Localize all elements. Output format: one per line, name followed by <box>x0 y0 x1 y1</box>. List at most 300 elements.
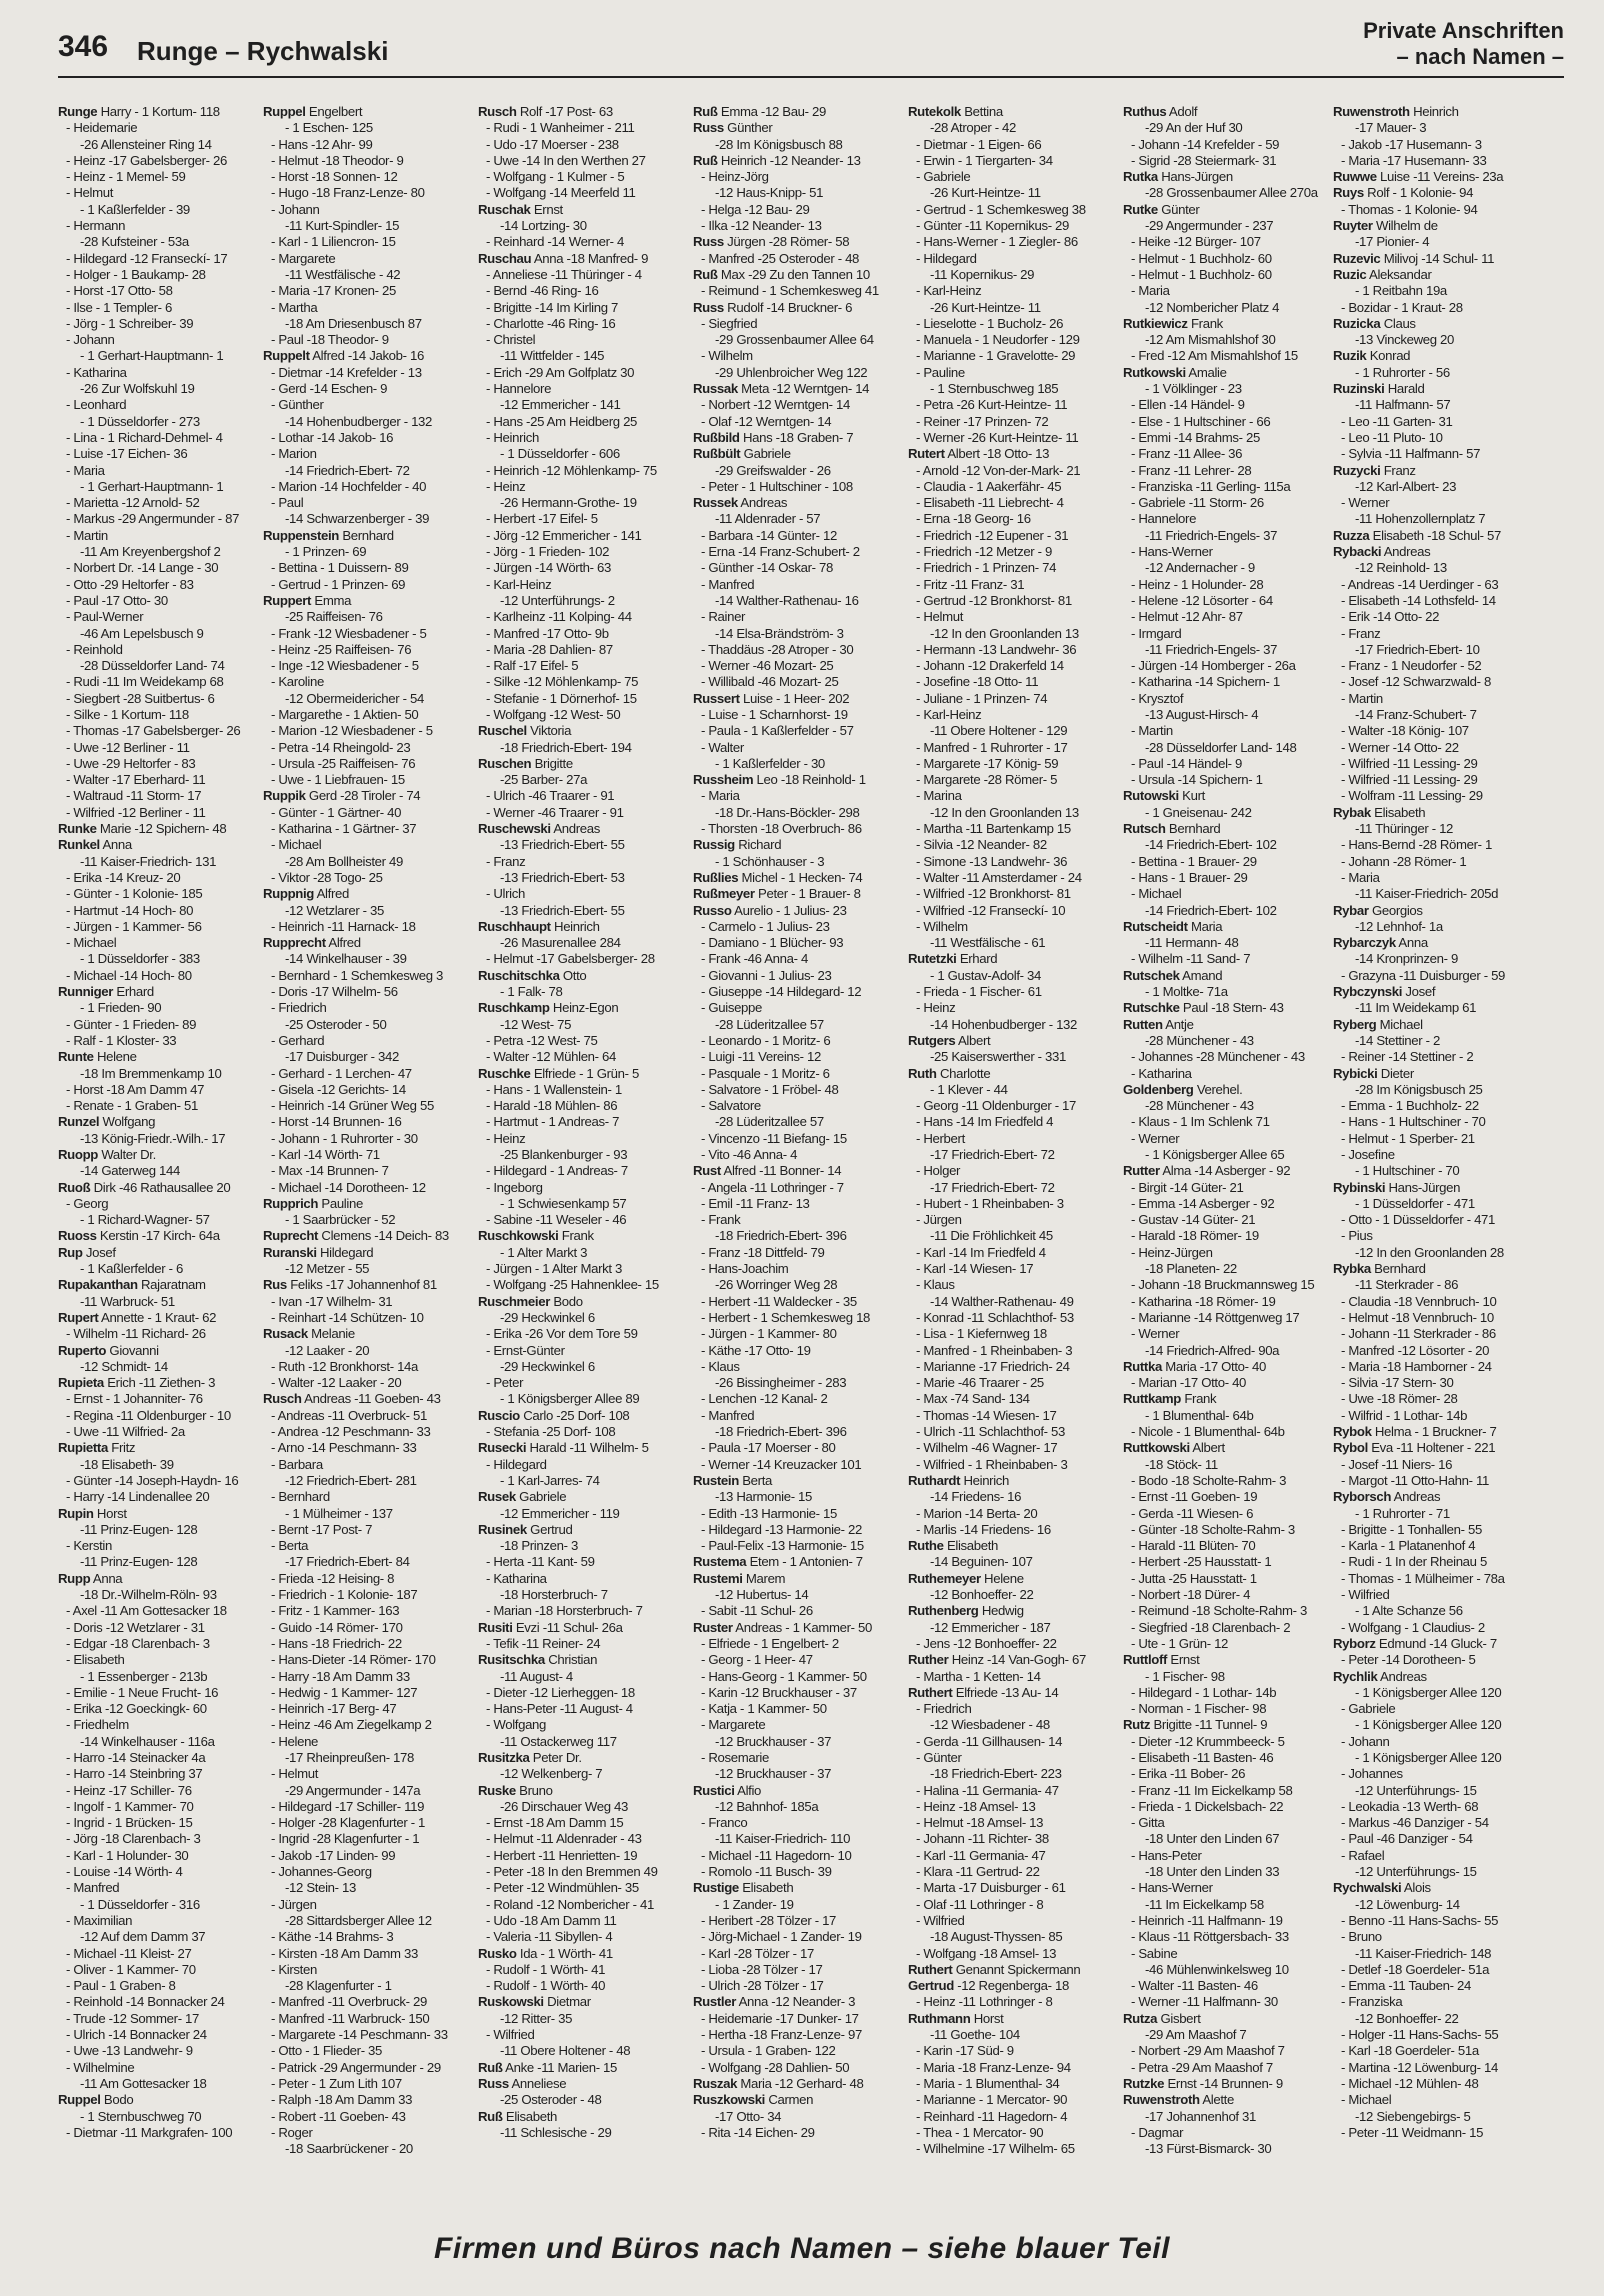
directory-entry-line: -18 Am Driesenbusch 87 <box>285 315 422 331</box>
directory-entry-line: - Uwe -11 Wilfried- 2a <box>66 1424 185 1440</box>
directory-entry-line: - Franz <box>1341 625 1381 641</box>
directory-entry-line: Runge Harry - 1 Kortum- 118 <box>58 104 220 119</box>
directory-entry-line: - Holger -11 Hans-Sachs- 55 <box>1341 2027 1499 2043</box>
surname: Ruschkowski <box>478 1228 559 1244</box>
surname: Rußlies <box>693 869 739 885</box>
directory-entry-line: - Pasquale - 1 Moritz- 6 <box>701 1065 830 1081</box>
directory-entry-line: - Georg <box>66 1195 109 1211</box>
directory-entry-line: - Wolfgang -28 Dahlien- 50 <box>701 2059 850 2075</box>
directory-entry-line: - Herbert -11 Waldecker - 35 <box>701 1293 857 1309</box>
directory-entry-line: - Hildegard -17 Schiller- 119 <box>271 1798 425 1814</box>
directory-entry-line: - Walter -11 Amsterdamer - 24 <box>916 869 1082 885</box>
surname: Ruschhaupt <box>478 918 551 934</box>
directory-entry-line: -11 Prinz-Eugen- 128 <box>80 1521 198 1537</box>
directory-entry-line: -28 Am Bollheister 49 <box>285 853 403 869</box>
directory-entry-line: - Helmut -18 Theodor- 9 <box>271 152 404 168</box>
directory-entry-line: - Emma -14 Asberger - 92 <box>1131 1195 1275 1211</box>
directory-entry-line: -11 Friedrich-Engels- 37 <box>1145 527 1278 543</box>
directory-entry-line: Ruprecht Clemens -14 Deich- 83 <box>263 1228 449 1244</box>
surname: Rychlik <box>1333 1668 1378 1684</box>
directory-entry-line: - Maria <box>1131 283 1170 299</box>
directory-entry-line: - Günter - 1 Frieden- 89 <box>66 1016 197 1032</box>
directory-entry-line: - Heinrich -11 Halfmann- 19 <box>1131 1912 1283 1928</box>
directory-entry-line: - Norbert Dr. -14 Lange - 30 <box>66 560 219 576</box>
surname: Ruppnig <box>263 886 315 902</box>
directory-entry-line: - Hannelore <box>1131 511 1197 527</box>
directory-entry-line: - Otto -29 Heltorfer - 83 <box>66 576 194 592</box>
directory-entry-line: - Martin <box>1341 690 1383 706</box>
directory-entry-line: - Horst -18 Am Damm 47 <box>66 1081 205 1097</box>
directory-entry-line: - Gerhard - 1 Lerchen- 47 <box>271 1065 412 1081</box>
directory-entry-line: -13 König-Friedr.-Wilh.- 17 <box>80 1130 226 1146</box>
directory-entry-line: - Guiseppe <box>701 1000 763 1016</box>
directory-entry-line: - 1 Kaßlerfelder - 39 <box>80 201 190 217</box>
directory-entry-line: -14 Schwarzenberger - 39 <box>285 511 430 527</box>
directory-entry-line: - Lenchen -12 Kanal- 2 <box>701 1391 828 1407</box>
directory-entry-line: Ruschitschka Otto <box>478 967 587 983</box>
directory-entry-line: - Hans - 1 Brauer- 29 <box>1131 869 1248 885</box>
directory-entry-line: - Andreas -14 Uerdinger - 63 <box>1341 576 1499 592</box>
directory-entry-line: - Ralf - 1 Kloster- 33 <box>66 1032 177 1048</box>
directory-entry-line: - Ursula -14 Spichern- 1 <box>1131 772 1263 788</box>
directory-entry-line: - Hans - 1 Hultschiner - 70 <box>1341 1114 1486 1130</box>
directory-entry-line: - Marian -18 Horsterbruch- 7 <box>486 1603 643 1619</box>
directory-entry-line: - Pauline <box>916 364 965 380</box>
directory-entry-line: -28 Im Königsbusch 88 <box>715 136 843 152</box>
directory-entry-line: - Dietmar -14 Krefelder - 13 <box>271 364 422 380</box>
directory-entry-line: - Hans-Dieter -14 Römer- 170 <box>271 1652 436 1668</box>
directory-entry-line: - Lisa - 1 Kiefernweg 18 <box>916 1326 1047 1342</box>
directory-entry-line: - Marianne - 1 Gravelotte- 29 <box>916 348 1076 364</box>
directory-entry-line: - Heinz <box>486 478 526 494</box>
directory-entry-line: Ruoß Dirk -46 Rathausallee 20 <box>58 1179 231 1195</box>
surname: Rutz <box>1123 1717 1151 1733</box>
directory-entry-line: - Franz -11 Allee- 36 <box>1131 446 1243 462</box>
directory-entry-line: -18 Prinzen- 3 <box>500 1538 578 1554</box>
directory-entry-line: -46 Mühlenwinkelsweg 10 <box>1145 1961 1289 1977</box>
directory-entry-line: -12 Karl-Albert- 23 <box>1355 478 1457 494</box>
directory-entry-line: - Karla - 1 Platanenhof 4 <box>1341 1538 1476 1554</box>
directory-entry-line: - Martha -11 Bartenkamp 15 <box>916 821 1071 837</box>
surname: Rychwalski <box>1333 1880 1402 1896</box>
directory-entry-line: - Friedrich -12 Eupener - 31 <box>916 527 1069 543</box>
directory-entry-line: - Ingrid -28 Klagenfurter - 1 <box>271 1831 420 1847</box>
directory-entry-line: - Leo -11 Pluto- 10 <box>1341 429 1443 445</box>
directory-entry-line: -13 Harmonie- 15 <box>715 1489 813 1505</box>
directory-entry-line: - Harald -11 Blüten- 70 <box>1131 1538 1256 1554</box>
directory-entry-line: - Salvatore <box>701 1098 761 1114</box>
directory-entry-line: - Hans -18 Friedrich- 22 <box>271 1635 402 1651</box>
directory-entry-line: -18 Friedrich-Ebert- 223 <box>930 1766 1062 1782</box>
surname: Rutka <box>1123 169 1158 185</box>
directory-entry-line: - 1 Königsberger Allee 120 <box>1355 1684 1502 1700</box>
directory-entry-line: - Hubert - 1 Rheinbaben- 3 <box>916 1195 1064 1211</box>
directory-entry-line: - Karl-Heinz <box>486 576 552 592</box>
directory-entry-line: - Bernhard - 1 Schemkesweg 3 <box>271 967 443 983</box>
directory-entry-line: Rusinek Gertrud <box>478 1521 573 1537</box>
directory-entry-line: - Reinhard -14 Werner- 4 <box>486 234 624 250</box>
directory-entry-line: - Johann -11 Sterkrader - 86 <box>1341 1326 1496 1342</box>
directory-entry-line: - Bernt -17 Post- 7 <box>271 1521 373 1537</box>
directory-entry-line: - Detlef -18 Goerdeler- 51a <box>1341 1961 1490 1977</box>
surname: Ruprecht <box>263 1228 319 1244</box>
directory-entry-line: - Wilhelm <box>916 918 968 934</box>
directory-entry-line: - Paul-Felix -13 Harmonie- 15 <box>701 1538 864 1554</box>
directory-entry-line: Ruppenstein Bernhard <box>263 527 394 543</box>
directory-entry-line: -11 Kopernikus- 29 <box>930 266 1035 282</box>
directory-entry-line: - Tefik -11 Reiner- 24 <box>486 1635 601 1651</box>
directory-entry-line: Ruthert Elfriede -13 Au- 14 <box>908 1684 1059 1700</box>
directory-entry-line: - 1 Hultschiner - 70 <box>1355 1163 1460 1179</box>
surname: Ruschkamp <box>478 1000 550 1016</box>
directory-entry-line: - Katja - 1 Kammer- 50 <box>701 1701 827 1717</box>
directory-entry-line: -17 Duisburger - 342 <box>285 1049 399 1065</box>
directory-entry-line: - Olaf -11 Lothringer - 8 <box>916 1896 1044 1912</box>
directory-entry-line: - Manfred -17 Otto- 9b <box>486 625 609 641</box>
directory-entry-line: Ruopp Walter Dr. <box>58 1147 156 1162</box>
directory-entry-line: - Karl -11 Germania- 47 <box>916 1847 1046 1863</box>
directory-entry-line: - Hans-Bernd -28 Römer- 1 <box>1341 837 1493 853</box>
directory-column <box>908 104 1123 2212</box>
directory-entry-line: -12 Metzer - 55 <box>285 1261 370 1277</box>
surname: Rybol <box>1333 1440 1368 1456</box>
directory-entry-line: Rychlik Andreas <box>1333 1668 1427 1684</box>
directory-entry-line: - Louise -14 Wörth- 4 <box>66 1864 183 1880</box>
directory-entry-line: -11 Schlesische - 29 <box>500 2124 612 2140</box>
surname: Russ <box>693 234 724 250</box>
directory-entry-line: -25 Raiffeisen- 76 <box>285 609 383 625</box>
directory-entry-line: Rybok Helma - 1 Bruckner- 7 <box>1333 1424 1497 1440</box>
directory-entry-line: Rusecki Harald -11 Wilhelm- 5 <box>478 1440 649 1456</box>
directory-entry-line: - Johannes -28 Münchener - 43 <box>1131 1049 1305 1065</box>
surname: Ruttkamp <box>1123 1391 1182 1407</box>
directory-entry-line: - Werner -14 Kreuzacker 101 <box>701 1456 862 1472</box>
directory-entry-line: - Erika -26 Vor dem Tore 59 <box>486 1326 638 1342</box>
directory-entry-line: -12 Reinhold- 13 <box>1355 560 1447 576</box>
directory-entry-line: - Fred -12 Am Mismahlshof 15 <box>1131 348 1298 364</box>
directory-entry-line: - Klaus - 1 Im Schlenk 71 <box>1131 1114 1270 1130</box>
directory-entry-line: -18 Unter den Linden 33 <box>1145 1864 1280 1880</box>
directory-entry-line: Rupprecht Alfred <box>263 935 361 951</box>
directory-entry-line: - Marianne - 1 Mercator- 90 <box>916 2092 1068 2108</box>
directory-entry-line: - Michael -11 Hagedorn- 10 <box>701 1847 852 1863</box>
directory-entry-line: Rußmeyer Peter - 1 Brauer- 8 <box>693 886 861 902</box>
directory-entry-line: - Helmut -17 Gabelsberger- 28 <box>486 951 655 967</box>
directory-entry-line: - 1 Karl-Jarres- 74 <box>500 1472 600 1488</box>
directory-entry-line: - Luigi -11 Vereins- 12 <box>701 1049 821 1065</box>
directory-entry-line: - Irmgard <box>1131 625 1182 641</box>
directory-entry-line: - Reinhold -14 Bonnacker 24 <box>66 1994 225 2010</box>
directory-entry-line: - 1 Alter Markt 3 <box>500 1244 588 1260</box>
surname: Rutowski <box>1123 788 1179 804</box>
directory-entry-line: -17 Mauer- 3 <box>1355 120 1427 136</box>
surname: Ruranski <box>263 1244 317 1260</box>
directory-entry-line: - Maria -18 Franz-Lenze- 94 <box>916 2059 1071 2075</box>
directory-entry-line: -11 August- 4 <box>500 1668 573 1684</box>
directory-entry-line: - Ernst-Günter <box>486 1342 565 1358</box>
surname: Russert <box>693 690 740 706</box>
surname: Rutzke <box>1123 2075 1165 2091</box>
directory-entry-line: - Gisela -12 Gerichts- 14 <box>271 1081 406 1097</box>
directory-entry-line: - Silvia -12 Neander- 82 <box>916 837 1047 853</box>
directory-entry-line: -26 Allensteiner Ring 14 <box>80 136 212 152</box>
directory-entry-line: Ruschmeier Bodo <box>478 1293 583 1309</box>
directory-entry-line: Ruttloff Ernst <box>1123 1652 1200 1668</box>
surname: Russ <box>693 299 724 315</box>
surname: Ruttkowski <box>1123 1440 1190 1456</box>
directory-entry-line: - Gerhard <box>271 1032 325 1048</box>
surname: Rutschek <box>1123 967 1180 983</box>
directory-entry-line: -25 Osteroder - 48 <box>500 2092 602 2108</box>
directory-entry-line: - Johann -18 Bruckmannsweg 15 <box>1131 1277 1315 1293</box>
directory-entry-line: - Silke - 1 Kortum- 118 <box>66 706 189 722</box>
directory-entry-line: -14 Beguinen- 107 <box>930 1554 1033 1570</box>
directory-entry-line: -14 Friedrich-Ebert- 102 <box>1145 902 1277 918</box>
directory-entry-line: Ruscio Carlo -25 Dorf- 108 <box>478 1407 630 1423</box>
directory-entry-line: - Wilhelm -46 Wagner- 17 <box>916 1440 1058 1456</box>
directory-entry-line: - Anneliese -11 Thüringer - 4 <box>486 266 642 282</box>
directory-entry-line: - Udo -18 Am Damm 11 <box>486 1912 617 1928</box>
directory-entry-line: - Werner -46 Traarer - 91 <box>486 804 624 820</box>
directory-entry-line: - 1 Prinzen- 69 <box>285 544 367 560</box>
directory-entry-line: - Wilfried <box>916 1912 965 1928</box>
surname: Rutkiewicz <box>1123 315 1188 331</box>
directory-entry-line: - Werner <box>1131 1130 1180 1146</box>
directory-entry-line: - Reinhold <box>66 641 123 657</box>
surname: Ruppelt <box>263 348 310 364</box>
directory-entry-line: Rutekolk Bettina <box>908 104 1003 119</box>
directory-entry-line: - Wolfgang -18 Amsel- 13 <box>916 1945 1057 1961</box>
directory-entry-line: Ruß Heinrich -12 Neander- 13 <box>693 152 861 168</box>
directory-entry-line: Ruzevic Milivoj -14 Schul- 11 <box>1333 250 1495 266</box>
directory-entry-line: - Hans - 1 Wallenstein- 1 <box>486 1081 622 1097</box>
directory-entry-line: - Josefine -18 Otto- 11 <box>916 674 1039 690</box>
surname: Rutetzki <box>908 951 957 967</box>
directory-entry-line: -11 Wittfelder - 145 <box>500 348 605 364</box>
surname: Russ <box>693 120 724 136</box>
directory-entry-line: - Herbert -11 Henrietten- 19 <box>486 1847 638 1863</box>
directory-entry-line: Russig Richard <box>693 837 782 853</box>
directory-entry-line: - Wilfried -12 Franseckí- 10 <box>916 902 1066 918</box>
directory-entry-line: - Hartmut - 1 Andreas- 7 <box>486 1114 620 1130</box>
directory-entry-line: -11 Kaiser-Friedrich- 148 <box>1355 1945 1492 1961</box>
directory-entry-line: - Rudolf - 1 Wörth- 40 <box>486 1978 606 1994</box>
directory-entry-line: - 1 Sternbuschweg 185 <box>930 381 1059 397</box>
directory-entry-line: -17 Friedrich-Ebert- 72 <box>930 1179 1055 1195</box>
directory-entry-line: Rutke Günter <box>1123 201 1200 217</box>
directory-entry-line: - Johann -14 Krefelder - 59 <box>1131 136 1280 152</box>
directory-entry-line: Rußlies Michel - 1 Hecken- 74 <box>693 869 863 885</box>
directory-entry-line: -11 Thüringer - 12 <box>1355 821 1454 837</box>
directory-entry-line: - Bettina - 1 Duissern- 89 <box>271 560 409 576</box>
directory-entry-line: Ruttka Maria -17 Otto- 40 <box>1123 1358 1266 1374</box>
directory-entry-line: - Friedrich - 1 Prinzen- 74 <box>916 560 1057 576</box>
directory-entry-line: - Jürgen -14 Homberger - 26a <box>1131 658 1296 674</box>
directory-entry-line: Ruskowski Dietmar <box>478 1994 591 2010</box>
directory-entry-line: - Gerda -11 Wiesen- 6 <box>1131 1505 1254 1521</box>
surname: Rupakanthan <box>58 1277 138 1293</box>
directory-entry-line: -17 Friedrich-Ebert- 72 <box>930 1147 1055 1162</box>
directory-entry-line: -25 Barber- 27a <box>500 772 588 788</box>
surname: Ruschewski <box>478 821 551 837</box>
directory-entry-line: - Elisabeth -14 Lothsfeld- 14 <box>1341 592 1496 608</box>
directory-entry-line: - Gertrud - 1 Schemkesweg 38 <box>916 201 1086 217</box>
directory-entry-line: Rusitzka Peter Dr. <box>478 1749 582 1765</box>
surname: Rustein <box>693 1472 739 1488</box>
directory-entry-line: Ruperto Giovanni <box>58 1342 159 1358</box>
directory-entry-line: Rustici Alfio <box>693 1782 762 1798</box>
directory-entry-line: - 1 Reitbahn 19a <box>1355 283 1447 299</box>
surname: Rusko <box>478 1945 517 1961</box>
surname: Ruschen <box>478 755 532 771</box>
directory-entry-line: Ruzicka Claus <box>1333 315 1416 331</box>
surname: Rusiti <box>478 1619 513 1635</box>
surname: Rupin <box>58 1505 94 1521</box>
directory-entry-line: - 1 Ruhrorter - 56 <box>1355 364 1450 380</box>
directory-entry-line: Rustema Etem - 1 Antonien- 7 <box>693 1554 863 1570</box>
directory-entry-line: - Helmut <box>271 1766 319 1782</box>
surname: Ruszak <box>693 2075 738 2091</box>
surname: Rutekolk <box>908 104 961 119</box>
directory-entry-line: Ruttkamp Frank <box>1123 1391 1217 1407</box>
directory-entry-line: - Giuseppe -14 Hildegard- 12 <box>701 984 862 1000</box>
directory-entry-line: Ruschke Elfriede - 1 Grün- 5 <box>478 1065 639 1081</box>
directory-entry-line: - Klaus <box>916 1277 955 1293</box>
directory-entry-line: - Maria -28 Dahlien- 87 <box>486 641 613 657</box>
directory-entry-line: -28 Grossenbaumer Allee 270a <box>1145 185 1318 201</box>
directory-entry-line: -26 Zur Wolfskuhl 19 <box>80 381 195 397</box>
directory-entry-line: Ruttkowski Albert <box>1123 1440 1225 1456</box>
directory-entry-line: -25 Blankenburger - 93 <box>500 1147 628 1162</box>
directory-entry-line: - Wilfried -12 Berliner - 11 <box>66 804 206 820</box>
directory-entry-line: Rybinski Hans-Jürgen <box>1333 1179 1461 1195</box>
surname: Goldenberg <box>1123 1081 1194 1097</box>
directory-entry-line: - Fritz - 1 Kammer- 163 <box>271 1603 400 1619</box>
directory-entry-line: - Heinz-Jörg <box>701 169 769 185</box>
directory-entry-line: - Jörg -18 Clarenbach- 3 <box>66 1831 201 1847</box>
directory-entry-line: - Sylvia -11 Halfmann- 57 <box>1341 446 1481 462</box>
directory-entry-line: - Emma -11 Tauben- 24 <box>1341 1978 1471 1994</box>
directory-entry-line: Russ Jürgen -28 Römer- 58 <box>693 234 850 250</box>
directory-entry-line: - Michael -11 Kleist- 27 <box>66 1945 192 1961</box>
directory-entry-line: - Wilfried -11 Lessing- 29 <box>1341 755 1478 771</box>
directory-entry-line: - Uwe -13 Landwehr- 9 <box>66 2043 193 2059</box>
directory-entry-line: Rutz Brigitte -11 Tunnel- 9 <box>1123 1717 1268 1733</box>
directory-entry-line: Ruß Anke -11 Marien- 15 <box>478 2059 618 2075</box>
directory-entry-line: - Ingrid - 1 Brücken- 15 <box>66 1815 193 1831</box>
directory-entry-line: - Rudi -11 Im Weidekamp 68 <box>66 674 224 690</box>
directory-entry-line: - Max -74 Sand- 134 <box>916 1391 1030 1407</box>
directory-entry-line: - Gabriele -11 Storm- 26 <box>1131 495 1264 511</box>
directory-entry-line: - Heinz-Jürgen <box>1131 1244 1213 1260</box>
surname: Rusecki <box>478 1440 527 1456</box>
directory-entry-line: - Jürgen - 1 Alter Markt 3 <box>486 1261 623 1277</box>
directory-entry-line: - Uwe -12 Berliner - 11 <box>66 739 190 755</box>
directory-entry-line: - 1 Kaßlerfelder - 6 <box>80 1261 183 1277</box>
directory-entry-line: - Sabine <box>1131 1945 1178 1961</box>
directory-entry-line: - Dagmar <box>1131 2124 1184 2140</box>
surname: Ruthe <box>908 1538 944 1554</box>
directory-entry-line: -11 Ostackerweg 117 <box>500 1733 617 1749</box>
directory-entry-line: Rybacki Andreas <box>1333 544 1431 560</box>
directory-entry-line: - Wolfgang -12 West- 50 <box>486 706 621 722</box>
directory-entry-line: - Marion -14 Berta- 20 <box>916 1505 1038 1521</box>
directory-entry-line: - Frank -46 Anna- 4 <box>701 951 808 967</box>
directory-entry-line: - 1 Düsseldorfer - 316 <box>80 1896 200 1912</box>
directory-entry-line: - Paul -46 Danziger - 54 <box>1341 1831 1473 1847</box>
directory-entry-line: Ruppel Bodo <box>58 2092 134 2108</box>
surname: Rus <box>263 1277 287 1293</box>
directory-entry-line: Runzel Wolfgang <box>58 1114 156 1130</box>
directory-entry-line: Rustige Elisabeth <box>693 1880 794 1896</box>
surname: Russak <box>693 381 738 397</box>
surname: Rybinski <box>1333 1179 1386 1195</box>
directory-entry-line: - Hildegard -12 Franseckí- 17 <box>66 250 228 266</box>
directory-entry-line: - Ingolf - 1 Kammer- 70 <box>66 1798 194 1814</box>
directory-entry-line: Ruschkowski Frank <box>478 1228 594 1244</box>
surname: Rusitzka <box>478 1749 530 1765</box>
directory-entry-line: Ruszkowski Carmen <box>693 2092 814 2108</box>
directory-entry-line: - Heinz -11 Lothringer - 8 <box>916 1994 1053 2010</box>
directory-entry-line: Ruther Heinz -14 Van-Gogh- 67 <box>908 1652 1086 1668</box>
directory-entry-line: - Roland -12 Nombericher - 41 <box>486 1896 654 1912</box>
directory-entry-line: Russ Rudolf -14 Bruckner- 6 <box>693 299 853 315</box>
directory-entry-line: Rupin Horst <box>58 1505 127 1521</box>
surname: Russheim <box>693 772 754 788</box>
directory-entry-line: Rusch Rolf -17 Post- 63 <box>478 104 613 119</box>
directory-entry-line: - Willibald -46 Mozart- 25 <box>701 674 839 690</box>
directory-entry-line: - Johann <box>1341 1733 1390 1749</box>
directory-entry-line: Russek Andreas <box>693 495 788 511</box>
directory-entry-line: - Karl -14 Wörth- 71 <box>271 1147 380 1162</box>
directory-entry-line: - Johann -28 Römer- 1 <box>1341 853 1467 869</box>
directory-entry-line: - Friedhelm <box>66 1717 129 1733</box>
directory-entry-line: - Josef -12 Schwarzwald- 8 <box>1341 674 1491 690</box>
directory-entry-line: - Ernst -11 Goeben- 19 <box>1131 1489 1258 1505</box>
surname: Ruschmeier <box>478 1293 550 1309</box>
directory-entry-line: - Siegfried -18 Clarenbach- 2 <box>1131 1619 1291 1635</box>
directory-entry-line: - Katharina <box>1131 1065 1192 1081</box>
directory-entry-line: Runke Marie -12 Spichern- 48 <box>58 821 227 837</box>
directory-entry-line: - 1 Königsberger Allee 89 <box>500 1391 640 1407</box>
directory-columns <box>58 104 1568 2212</box>
directory-entry-line: - Inge -12 Wiesbadener - 5 <box>271 658 419 674</box>
directory-entry-line: -12 Nombericher Platz 4 <box>1145 299 1280 315</box>
directory-entry-line: - Leonardo - 1 Moritz- 6 <box>701 1032 831 1048</box>
directory-entry-line: Rustemi Marem <box>693 1570 786 1586</box>
directory-entry-line: -12 Bonhoeffer- 22 <box>1355 2010 1459 2026</box>
directory-entry-line: - Franz -11 Lehrer- 28 <box>1131 462 1252 478</box>
directory-entry-line: - Martin <box>66 527 108 543</box>
directory-entry-line: Rusko Ida - 1 Wörth- 41 <box>478 1945 613 1961</box>
surname: Rupprich <box>263 1195 319 1211</box>
directory-entry-line: Rybar Georgios <box>1333 902 1423 918</box>
surname: Ruttka <box>1123 1358 1162 1374</box>
surname: Rusek <box>478 1489 516 1505</box>
directory-entry-line: Ruppik Gerd -28 Tiroler - 74 <box>263 788 421 804</box>
directory-entry-line: -11 Obere Holtener - 129 <box>930 723 1068 739</box>
directory-entry-line: - 1 Düsseldorfer - 383 <box>80 951 200 967</box>
directory-entry-line: - Grazyna -11 Duisburger - 59 <box>1341 967 1506 983</box>
directory-entry-line: -26 Hermann-Grothe- 19 <box>500 495 637 511</box>
directory-entry-line: Ruthemeyer Helene <box>908 1570 1024 1586</box>
directory-entry-line: - Hartmut -14 Hoch- 80 <box>66 902 194 918</box>
directory-entry-line: - Ellen -14 Händel- 9 <box>1131 397 1245 413</box>
directory-entry-line: -12 In den Groonlanden 13 <box>930 804 1079 820</box>
directory-entry-line: -11 Kaiser-Friedrich- 131 <box>80 853 217 869</box>
directory-entry-line: - Gertrud - 1 Prinzen- 69 <box>271 576 406 592</box>
directory-entry-line: - Rudi - 1 Wanheimer - 211 <box>486 120 635 136</box>
